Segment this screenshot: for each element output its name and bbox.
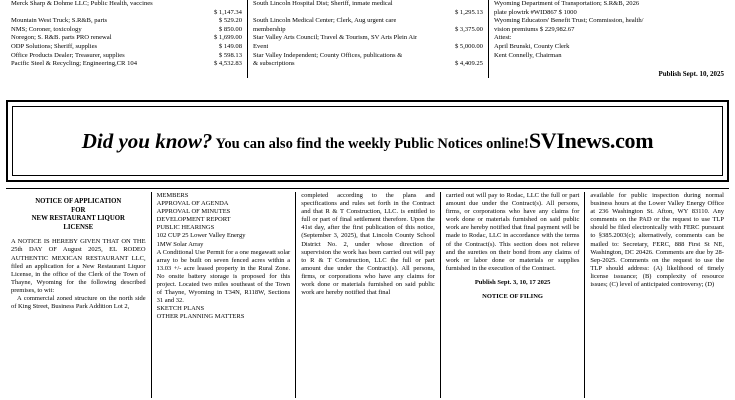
- financial-row: Star Valley Arts Council; Travel & Tourism, SV Arts Plein Air: [252, 34, 418, 42]
- public-notice-financial-listing: [0, 0, 735, 78]
- financial-row: $ 1,147.34: [213, 8, 242, 16]
- financial-row: Mountain West Truck; S.R&B, parts $ 529.20: [11, 17, 242, 25]
- notice-column-5: [584, 192, 729, 398]
- financial-row: Noregon; S. R&B. parts PRO renewal $ 1,699.00: [11, 34, 242, 42]
- signatory-chairman: Kent Connelly, Chairman: [493, 51, 562, 59]
- agenda-line: SKETCH PLANS: [156, 305, 205, 313]
- notice-paragraph: A NOTICE IS HEREBY GIVEN THAT ON THE 25th DAY OF August 2025, EL RODEO AUTHENTIC MEXICAN RESTAURANT LLC, filed an application for a New Restaurant Liquor License, in the office of the Clerk of the Town of Thayne, Wyoming for the following described premises, to wit:: [11, 238, 146, 294]
- signatory-clerk: April Brunski, County Clerk: [493, 42, 570, 50]
- financial-text-line: plate plowtrk #WID867 $ 1000: [493, 8, 577, 16]
- notice-paragraph: completed according to the plans and specifications and rules set forth in the Contract and that R & T Construction, LLC. is entitled to full or part of final settlement therefore. Upon the 41st day, after the first publication of this notice, (September 3, 2025), that Lincoln County School District No. 2, under whose direction of supervision the work has been carried out will pay to R & T Construction, LLC the full or part amount due under the Contract(s). All persons, firms, or corporations who have any claims for work done or materials furnished on said public work are hereby notified that final: [301, 192, 435, 297]
- financial-row: Star Valley Independent; County Offices, publications &: [252, 51, 403, 59]
- notice-paragraph: carried out will pay to Rodac, LLC the full or part amount due under the Contract(s). All persons, firms, or corporations who have any claims for work done or materials furnished on said public work are hereby notified that final payment will be made to Rodac, LLC in accordance with the terms of the Contract(s). This section does not relieve and the sureties on their bond from any claims of work or labor done or materials or supplies furnished in the execution of the Contract.: [445, 192, 580, 272]
- notice-heading-line: LICENSE: [63, 223, 94, 231]
- financial-row: & subscriptions $ 4,409.25: [252, 60, 483, 68]
- section-divider: [6, 188, 729, 189]
- financial-row: Event $ 5,000.00: [252, 42, 483, 50]
- financial-text-line: vision premiums $ 229,982.67: [493, 25, 575, 33]
- attest-label: Attest:: [493, 34, 512, 42]
- banner-inner-border: [12, 106, 723, 176]
- notice-paragraph: A commercial zoned structure on the north side of King Street, Business Park Addition Lot 2,: [11, 295, 146, 311]
- financial-row: Pacific Steel & Recycling; Engineering,CR 104 $ 4,532.83: [11, 60, 242, 68]
- notice-column-3: [295, 192, 440, 398]
- financial-row: ODP Solutions; Sheriff, supplies $ 149.08: [11, 42, 242, 50]
- notice-column-1: [6, 192, 151, 398]
- agenda-line: MEMBERS: [156, 192, 189, 199]
- financial-row: membership $ 3,375.00: [252, 25, 483, 33]
- financial-row: Merck Sharp & Dohme LLC; Public Health, vaccines: [11, 0, 153, 7]
- notice-column-2: [151, 192, 296, 398]
- banner-website-link[interactable]: SVInews.com: [528, 128, 654, 153]
- agenda-line: OTHER PLANNING MATTERS: [156, 313, 245, 321]
- agenda-line: 102 CUP 25 Lower Valley Energy: [156, 232, 246, 240]
- publish-date: Publish Sept. 10, 2025: [658, 70, 724, 79]
- notice-heading-line: FOR: [71, 206, 86, 214]
- agenda-line: APPROVAL OF MINUTES: [156, 208, 231, 216]
- agenda-line: PUBLIC HEARINGS: [156, 224, 215, 232]
- financial-row: NMS; Coroner, toxicology $ 850.00: [11, 25, 242, 33]
- agenda-line: DEVELOPMENT REPORT: [156, 216, 231, 224]
- financial-column-2: [247, 0, 488, 78]
- agenda-line: 1MW Solar Array: [156, 240, 204, 248]
- banner-lead-text: Did you know?: [81, 129, 213, 153]
- notice-paragraph: A Conditional Use Permit for a one megawatt solar array to be built on seven fenced acres within a 13.03 +/- acre leased property in the Rural Zone. No onsite battery storage is proposed for this project. Located two miles southeast of the Town of Thayne, Wyoming in T34N, R118W, Sections 31 and 32.: [156, 248, 291, 305]
- financial-column-1: [6, 0, 247, 78]
- financial-row: Office Products Dealer; Treasurer, supplies $ 598.13: [11, 51, 242, 59]
- financial-row: South Lincoln Medical Center; Clerk, Aug urgent care: [252, 17, 397, 25]
- notice-paragraph: available for public inspection during normal business hours at the Lower Valley Energy Office at 236 Washington St. Afton, WY 83110. Any comments on the PAD or the request to use TLP should be filed electronically with FERC pursuant to §385.2003(c); alternatively, comments can be mailed to: Secretary, FERC, 888 First St NE, Washington, DC 20426. Comments are due by 28-Sep-2025. Comments on the request to use the TLP should address: (A) likelihood of timely license issuance; (B) complexity of resource issues; (C) level of anticipated controversy; (D): [590, 192, 724, 289]
- financial-row: South Lincoln Hospital Dist; Sheriff, inmate medical: [252, 0, 393, 7]
- public-notices-columns: [6, 192, 729, 398]
- did-you-know-banner: [6, 100, 729, 182]
- notice-column-4: [440, 192, 585, 398]
- notice-heading-line: NEW RESTAURANT LIQUOR: [31, 215, 125, 223]
- financial-text-line: Wyoming Department of Transportation; S.R&B, 2026: [493, 0, 640, 7]
- publish-date: Publish Sept. 3, 10, 17 2025: [474, 278, 551, 286]
- financial-row: $ 1,295.13: [454, 8, 483, 16]
- banner-mid-text: You can also find the weekly Public Notices online!: [212, 136, 529, 152]
- financial-text-line: Wyoming Educators' Benefit Trust; Commission, health/: [493, 17, 644, 25]
- notice-heading-line: NOTICE OF APPLICATION: [35, 198, 122, 205]
- notice-heading: NOTICE OF FILING: [482, 293, 543, 301]
- banner-text: [82, 128, 654, 154]
- financial-column-3: [488, 0, 729, 78]
- agenda-line: APPROVAL OF AGENDA: [156, 200, 229, 208]
